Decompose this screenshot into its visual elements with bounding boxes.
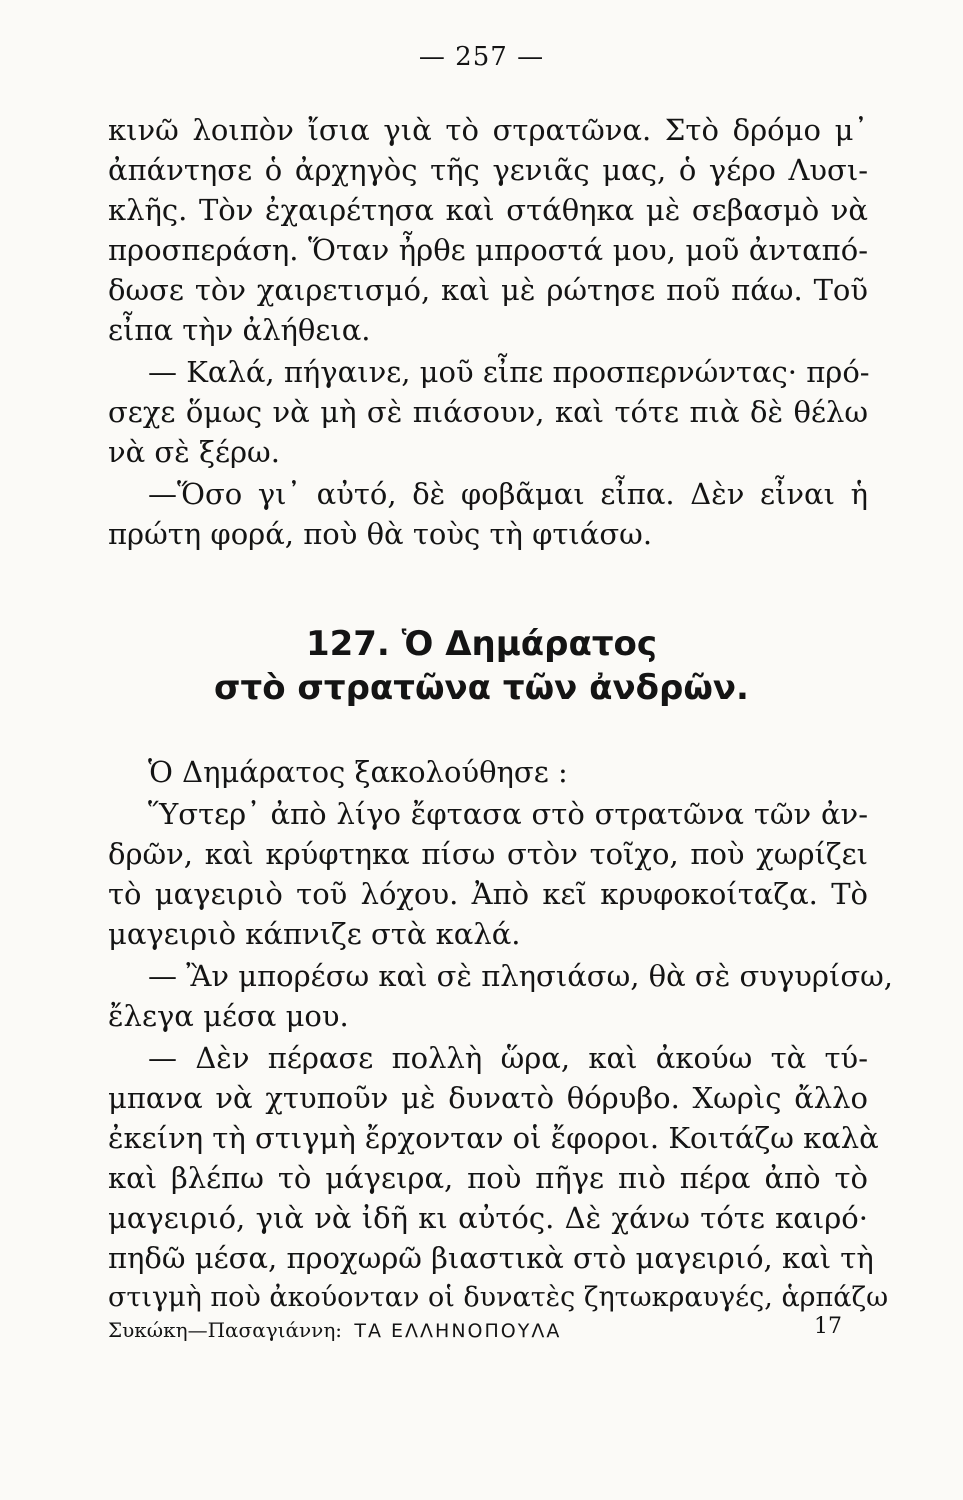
section-heading: 127. Ὁ Δημάρατος [305,624,658,664]
text-line: — Καλά, πήγαινε, μοῦ εἶπε προσπερνώντας· πρό- [148,355,870,389]
footer-book-title: ΤΑ ΕΛΛΗΝΟΠΟΥΛΑ [354,1320,562,1342]
text-line: κλῆς. Τὸν ἐχαιρέτησα καὶ στάθηκα μὲ σεβασμὸ νὰ [108,193,868,227]
text-line: πρώτη φορά, ποὺ θὰ τοὺς τὴ φτιάσω. [108,517,653,551]
text-line: ἀπάντησε ὁ ἀρχηγὸς τῆς γενιᾶς μας, ὁ γέρο Λυσι- [108,153,868,187]
text-line: εἶπα τὴν ἀλήθεια. [108,313,371,347]
text-line: — Δὲν πέρασε πολλὴ ὥρα, καὶ ἀκούω τὰ τύ- [148,1041,868,1075]
footer-credit [108,1318,561,1342]
text-line: τὸ μαγειριὸ τοῦ λόχου. Ἀπὸ κεῖ κρυφοκοίταζα. Τὸ [108,877,868,911]
text-line: μαγειριό, γιὰ νὰ ἰδῆ κι αὐτός. Δὲ χάνω τότε καιρό· [108,1201,868,1235]
text-line: ἔλεγα μέσα μου. [108,999,349,1033]
text-line: — Ἂν μπορέσω καὶ σὲ πλησιάσω, θὰ σὲ συγυρίσω, [148,959,893,993]
printer-signature-mark: 17 [814,1314,842,1339]
text-line: σεχε ὅμως νὰ μὴ σὲ πιάσουν, καὶ τότε πιὰ δὲ θέλω [108,395,868,429]
text-line: —Ὅσο γι᾽ αὐτό, δὲ φοβᾶμαι εἶπα. Δὲν εἶναι ἡ [148,477,868,511]
text-line: Ὕστερ᾽ ἀπὸ λίγο ἔφτασα στὸ στρατῶνα τῶν ἀν- [148,797,868,831]
text-line: καὶ βλέπω τὸ μάγειρα, ποὺ πῆγε πιὸ πέρα ἀπὸ τὸ [108,1161,868,1195]
page-number: — 257 — [418,42,545,72]
text-line: Ὁ Δημάρατος ξακολούθησε : [148,755,568,789]
text-line: μαγειριὸ κάπνιζε στὰ καλά. [108,917,521,951]
text-line: νὰ σὲ ξέρω. [108,435,280,469]
footer-authors: Συκώκη—Πασαγιάννη: [108,1318,343,1342]
text-line: προσπεράση. Ὅταν ἦρθε μπροστά μου, μοῦ ἀνταπό- [108,233,868,267]
text-line: δωσε τὸν χαιρετισμό, καὶ μὲ ρώτησε ποῦ πάω. Τοῦ [108,273,868,307]
text-line: κινῶ λοιπὸν ἴσια γιὰ τὸ στρατῶνα. Στὸ δρόμο μ᾽ [108,113,868,147]
text-line: δρῶν, καὶ κρύφτηκα πίσω στὸν τοῖχο, ποὺ χωρίζει [108,837,868,871]
section-heading-subtitle: στὸ στρατῶνα τῶν ἀνδρῶν. [214,668,749,708]
text-line: στιγμὴ ποὺ ἀκούονταν οἱ δυνατὲς ζητωκραυγές, ἁρπάζω [108,1282,889,1313]
text-line: ἐκείνη τὴ στιγμὴ ἔρχονταν οἱ ἔφοροι. Κοιτάζω καλὰ [108,1121,879,1155]
text-line: πηδῶ μέσα, προχωρῶ βιαστικὰ στὸ μαγειριό, καὶ τὴ [108,1241,874,1275]
text-line: μπανα νὰ χτυποῦν μὲ δυνατὸ θόρυβο. Χωρὶς ἄλλο [108,1081,868,1115]
